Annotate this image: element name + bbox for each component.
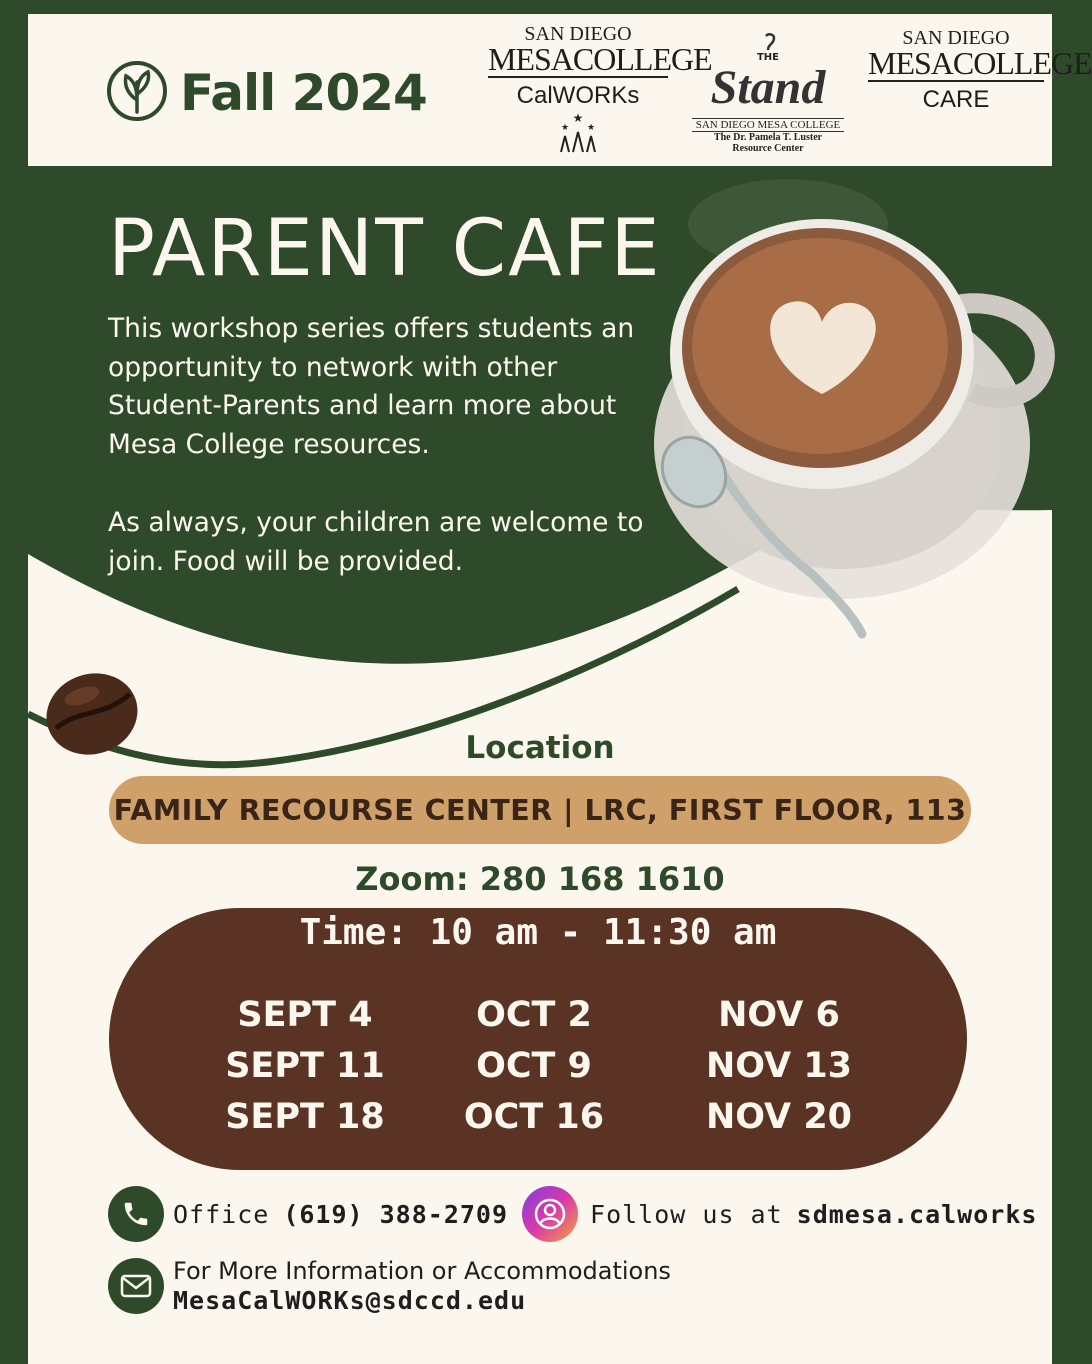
logo-line: Resource Center — [732, 143, 804, 154]
dates-column-oct — [459, 990, 609, 1143]
info-text — [173, 1256, 671, 1316]
email-link[interactable]: MesaCalWORKs@sdccd.edu — [173, 1286, 527, 1315]
phone-icon — [108, 1186, 164, 1242]
instagram-icon[interactable] — [522, 1186, 578, 1242]
logo-line: Stand — [710, 61, 826, 114]
location-badge — [109, 776, 971, 844]
logo-line: MESACOLLEGE — [488, 41, 712, 77]
logo-line: CARE — [922, 86, 990, 113]
coffee-cup-illustration — [652, 214, 1052, 674]
leaf-icon — [106, 60, 168, 126]
date-item: NOV 20 — [705, 1097, 853, 1137]
date-item: SEPT 18 — [225, 1097, 385, 1137]
email-icon — [108, 1258, 164, 1314]
brand — [106, 60, 427, 126]
header-bar — [28, 14, 1092, 166]
flyer — [28, 14, 1092, 1364]
date-item: NOV 6 — [718, 995, 840, 1035]
date-item: OCT 16 — [463, 1097, 605, 1137]
logo-line: SAN DIEGO — [902, 27, 1010, 49]
logo-line: MESACOLLEGE — [868, 45, 1092, 81]
calworks-logo — [488, 23, 712, 158]
brand-title: Fall 2024 — [180, 64, 427, 122]
instagram-handle[interactable]: sdmesa.calworks — [796, 1199, 1038, 1229]
date-item: NOV 13 — [705, 1046, 853, 1086]
more-info-label: For More Information or Accommodations — [173, 1257, 671, 1285]
description: This workshop series offers students an opportunity to network with other Student-Parents and learn more about Mesa College resources. — [108, 313, 635, 460]
care-logo — [868, 27, 1092, 114]
page-title: PARENT CAFE — [108, 204, 662, 294]
schedule-panel — [109, 908, 967, 1170]
logo-line: The Dr. Pamela T. Luster — [713, 132, 823, 143]
location-text: FAMILY RECOURSE CENTER | LRC, FIRST FLOOR, 113 — [113, 793, 967, 827]
date-item: SEPT 4 — [237, 995, 373, 1035]
logo-line: THE — [756, 52, 780, 63]
svg-text:★: ★ — [586, 123, 596, 133]
logo-line: SAN DIEGO — [524, 23, 632, 45]
the-stand-logo — [683, 32, 853, 154]
date-item: OCT 2 — [476, 995, 592, 1035]
logo-line: SAN DIEGO MESA COLLEGE — [692, 118, 845, 132]
dates-column-nov — [689, 990, 869, 1143]
svg-text:★: ★ — [560, 123, 570, 133]
welcome-note: As always, your children are welcome to join. Food will be provided. — [108, 507, 644, 577]
hanger-icon — [748, 32, 788, 52]
logo-line: CalWORKs — [516, 82, 640, 109]
dates-column-sept — [225, 990, 385, 1143]
family-icon — [553, 110, 603, 154]
date-item: SEPT 11 — [225, 1046, 385, 1086]
time-range: Time: 10 am - 11:30 am — [299, 912, 777, 953]
contact-row — [108, 1186, 1037, 1242]
date-item: OCT 9 — [476, 1046, 592, 1086]
office-phone[interactable]: (619) 388-2709 — [283, 1199, 509, 1229]
info-row — [108, 1256, 671, 1316]
svg-text:★: ★ — [572, 111, 584, 125]
follow-label: Follow us at — [590, 1199, 783, 1229]
zoom-id: Zoom: 280 168 1610 — [355, 860, 725, 898]
location-label: Location — [465, 730, 615, 766]
office-label: Office — [173, 1199, 270, 1229]
